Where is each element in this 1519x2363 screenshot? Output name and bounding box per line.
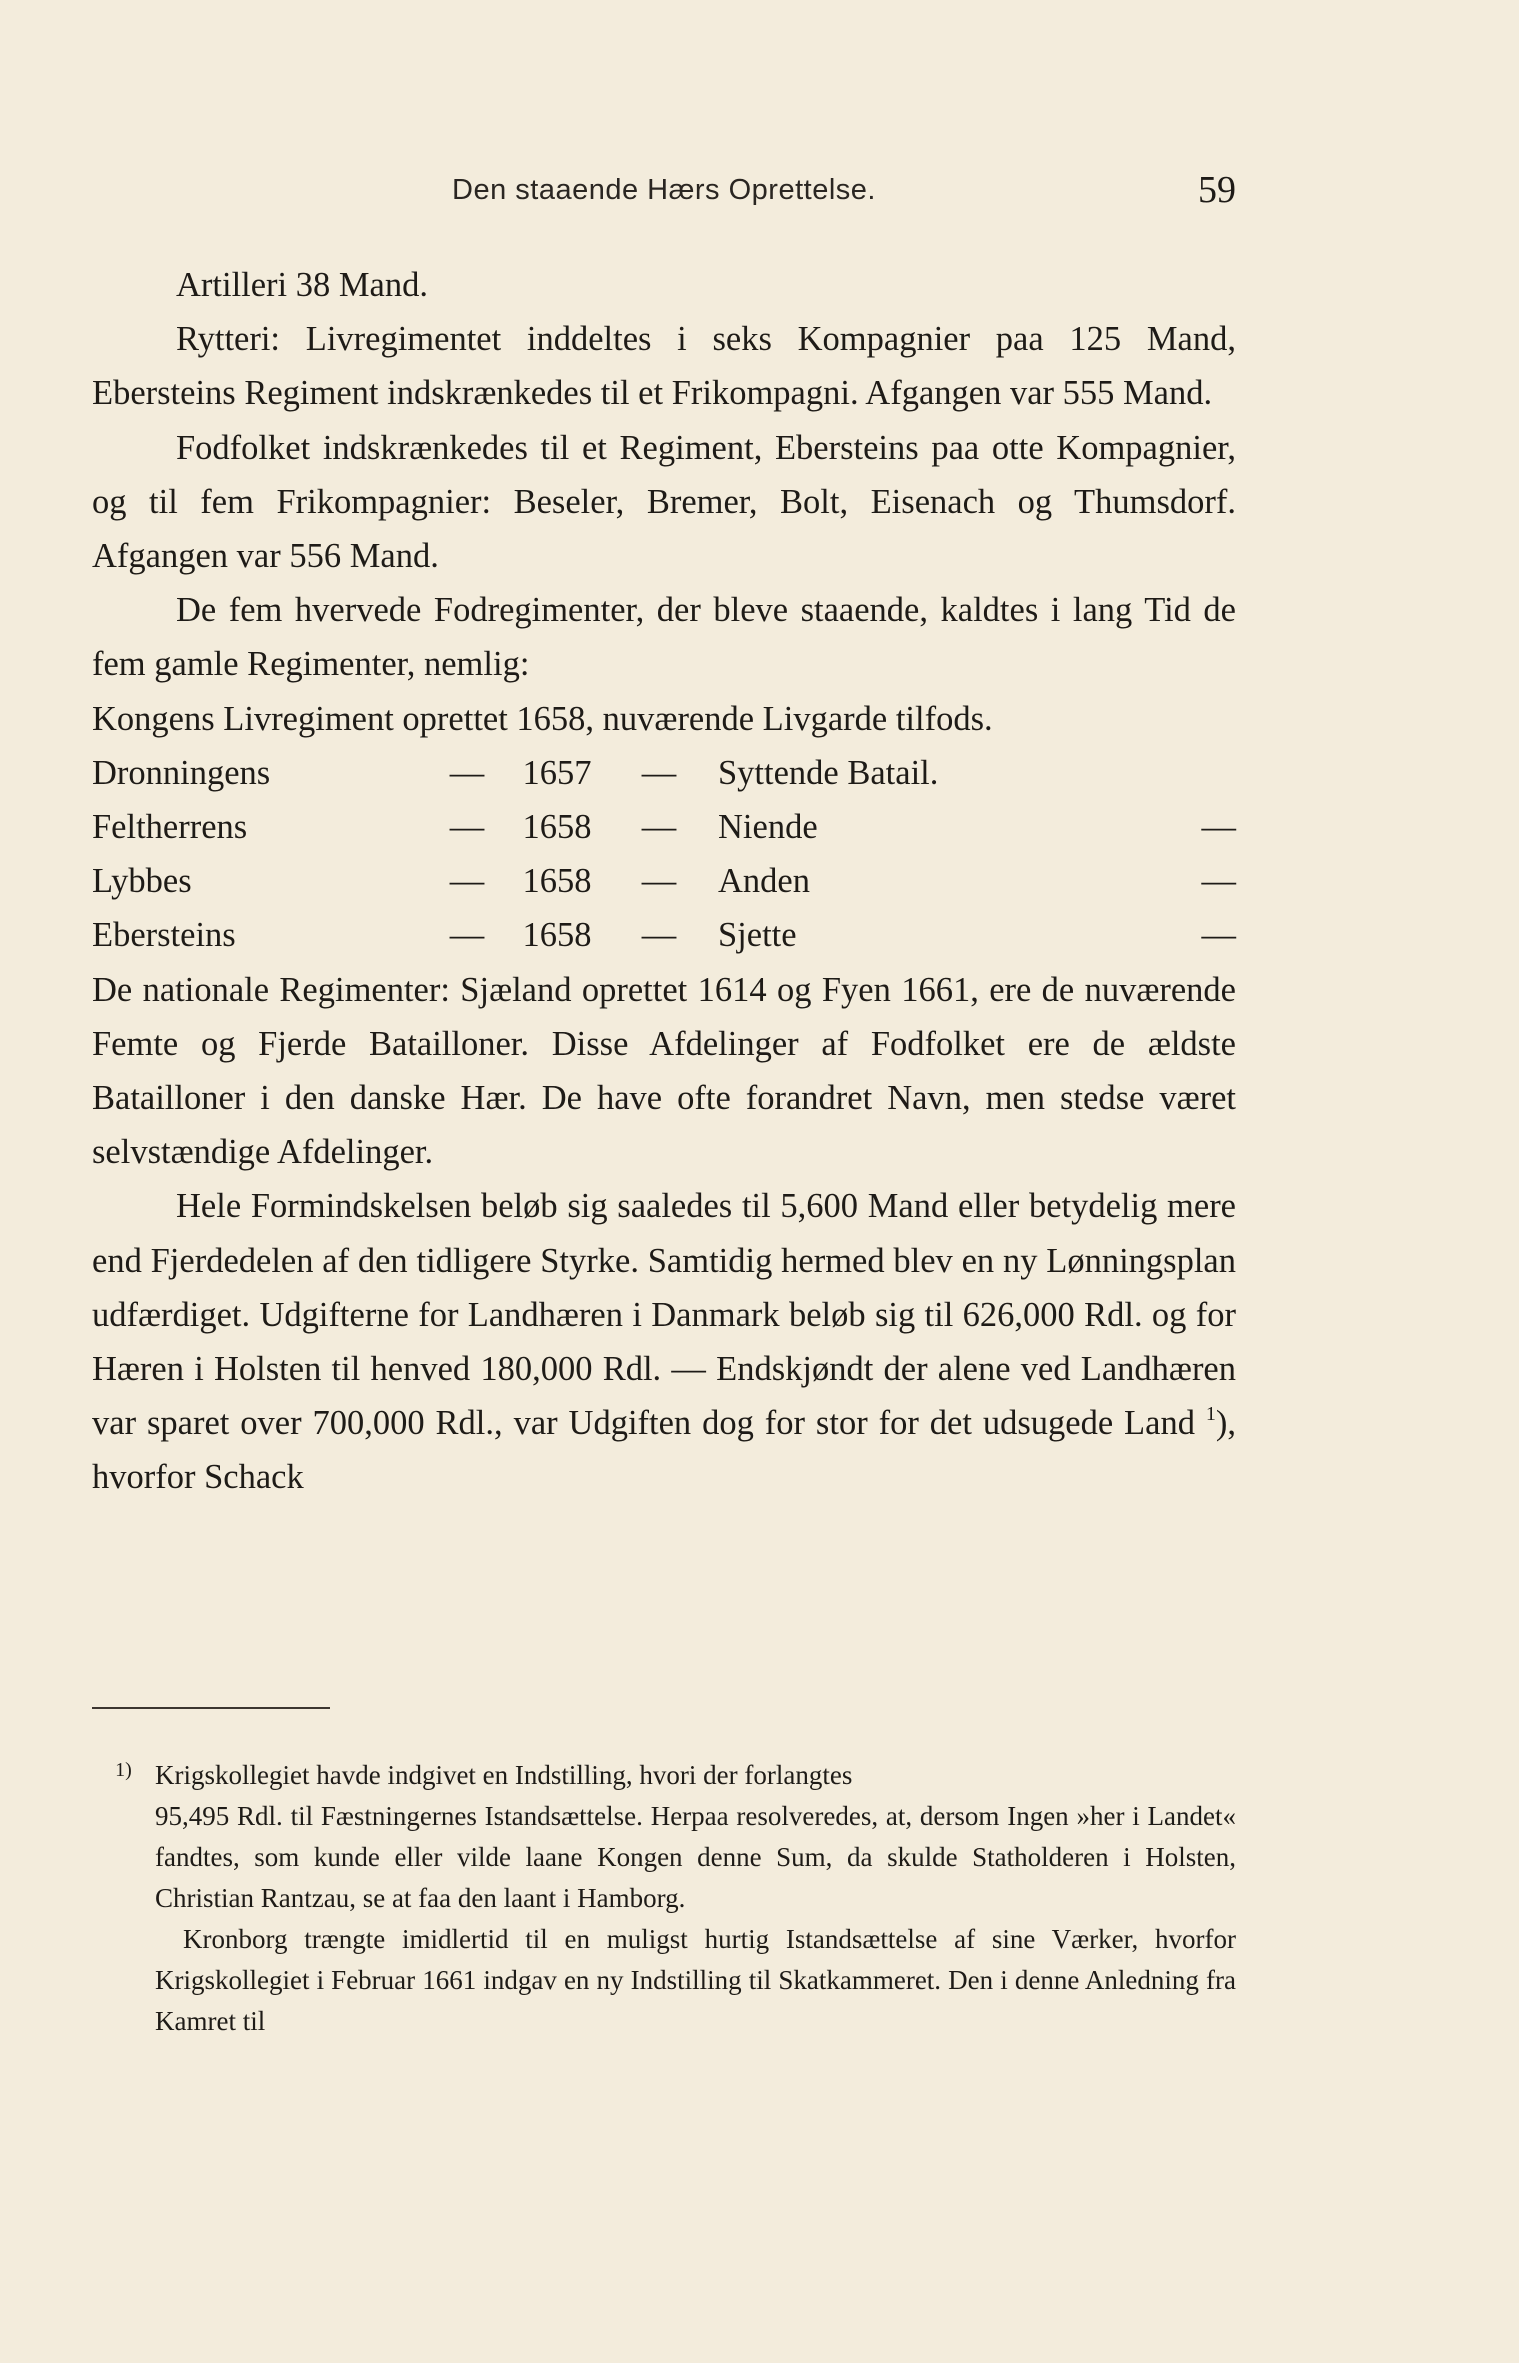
roster-name: Ebersteins <box>92 916 236 955</box>
footnote-reference: 1 <box>1205 1403 1216 1426</box>
running-head: Den staaende Hærs Oprettelse. <box>452 174 876 206</box>
paragraph-fodfolket: Fodfolket indskrænkedes til et Regiment, Ebersteins paa otte Kompagnier, og til fem Frikompagnier: Beseler, Bremer, Bolt, Eisenach og Thumsdorf. Afgangen var 556 Mand. <box>92 428 1236 576</box>
roster-row <box>92 854 1236 908</box>
roster-name: Dronningens <box>92 753 271 792</box>
roster-year: 1658 <box>522 916 592 955</box>
roster-dash: — <box>641 916 677 955</box>
roster-row <box>92 908 1236 962</box>
roster-battalion: Syttende Batail. <box>718 753 939 792</box>
roster-dash: — <box>641 753 677 792</box>
roster-battalion: Anden <box>718 862 810 901</box>
roster-name: Feltherrens <box>92 808 248 847</box>
roster-year: 1658 <box>522 808 592 847</box>
roster-row <box>92 800 1236 854</box>
roster-dash: — <box>449 808 485 847</box>
paragraph-formindskelsen <box>92 1179 1236 1504</box>
roster-dash: — <box>449 916 485 955</box>
paragraph-nationale: De nationale Regimenter: Sjæland oprettet 1614 og Fyen 1661, ere de nuværende Femte og Fjerde Batailloner. Disse Afdelinger af Fodfolket ere de ældste Batailloner i den danske Hær. De have ofte forandret Navn, men stedse været selvstændige Afdelinger. <box>92 970 1236 1172</box>
paragraph-formindskelsen-text: Hele Formindskelsen beløb sig saaledes til 5,600 Mand eller betydelig mere end Fjerdedelen af den tidligere Styrke. Samtidig hermed blev en ny Lønningsplan udfærdiget. Udgifterne for Landhæren i Danmark beløb sig til 626,000 Rdl. og for Hæren i Holsten til henved 180,000 Rdl. — Endskjøndt der alene ved Landhæren var sparet over 700,000 Rdl., var Udgiften dog for stor for det udsugede Land <box>92 1187 1236 1443</box>
roster-year: 1658 <box>522 862 592 901</box>
footnote-1-second-paragraph: Kronborg trængte imidlertid til en muligst hurtig Istandsættelse af sine Værker, hvorfor Krigskollegiet i Februar 1661 indgav en ny Indstilling til Skatkammeret. Den i denne Anledning fra Kamret til <box>155 1924 1236 2036</box>
roster-dash: — <box>1201 808 1236 847</box>
footnote-divider <box>92 1707 330 1709</box>
footnotes <box>92 1755 1236 2042</box>
main-text <box>92 258 1236 1505</box>
roster-dash <box>938 746 1236 800</box>
footnote-1-text: Krigskollegiet havde indgivet en Indstilling, hvori der forlangtes <box>155 1760 853 1790</box>
page-number: 59 <box>1198 169 1236 211</box>
paragraph-regimenter-intro: De fem hvervede Fodregimenter, der bleve staaende, kaldtes i lang Tid de fem gamle Regimenter, nemlig: <box>92 591 1236 684</box>
paragraph-artilleri: Artilleri 38 Mand. <box>176 266 428 304</box>
roster-year: 1657 <box>522 753 592 792</box>
roster-dash: — <box>641 862 677 901</box>
roster-dash: — <box>641 808 677 847</box>
roster-first-line: Kongens Livregiment oprettet 1658, nuværende Livgarde tilfods. <box>92 699 993 738</box>
regiment-roster <box>92 746 1236 963</box>
paragraph-rytteri: Rytteri: Livregimentet inddeltes i seks Kompagnier paa 125 Mand, Ebersteins Regiment indskrænkedes til et Frikompagni. Afgangen var 555 Mand. <box>92 320 1236 413</box>
roster-battalion: Sjette <box>718 916 797 955</box>
roster-dash: — <box>449 862 485 901</box>
paragraph-formindskelsen-tail: ), hvorfor Schack <box>92 1404 1237 1497</box>
roster-name: Lybbes <box>92 862 192 901</box>
roster-dash: — <box>1201 916 1236 955</box>
roster-row <box>92 746 1236 800</box>
roster-dash: — <box>1201 862 1236 901</box>
roster-dash: — <box>449 753 485 792</box>
footnote-1-first-line: 1) Krigskollegiet havde indgivet en Indstilling, hvori der forlangtes <box>115 1759 853 1790</box>
page-header <box>92 168 1236 218</box>
footnote-1-continuation: 95,495 Rdl. til Fæstningernes Istandsættelse. Herpaa resolveredes, at, dersom Ingen »her i Landet« fandtes, som kunde eller vilde laane Kongen denne Sum, da skulde Statholderen i Holsten, Christian Rantzau, se at faa den laant i Hamborg. <box>155 1801 1236 1913</box>
roster-battalion: Niende <box>718 808 818 847</box>
